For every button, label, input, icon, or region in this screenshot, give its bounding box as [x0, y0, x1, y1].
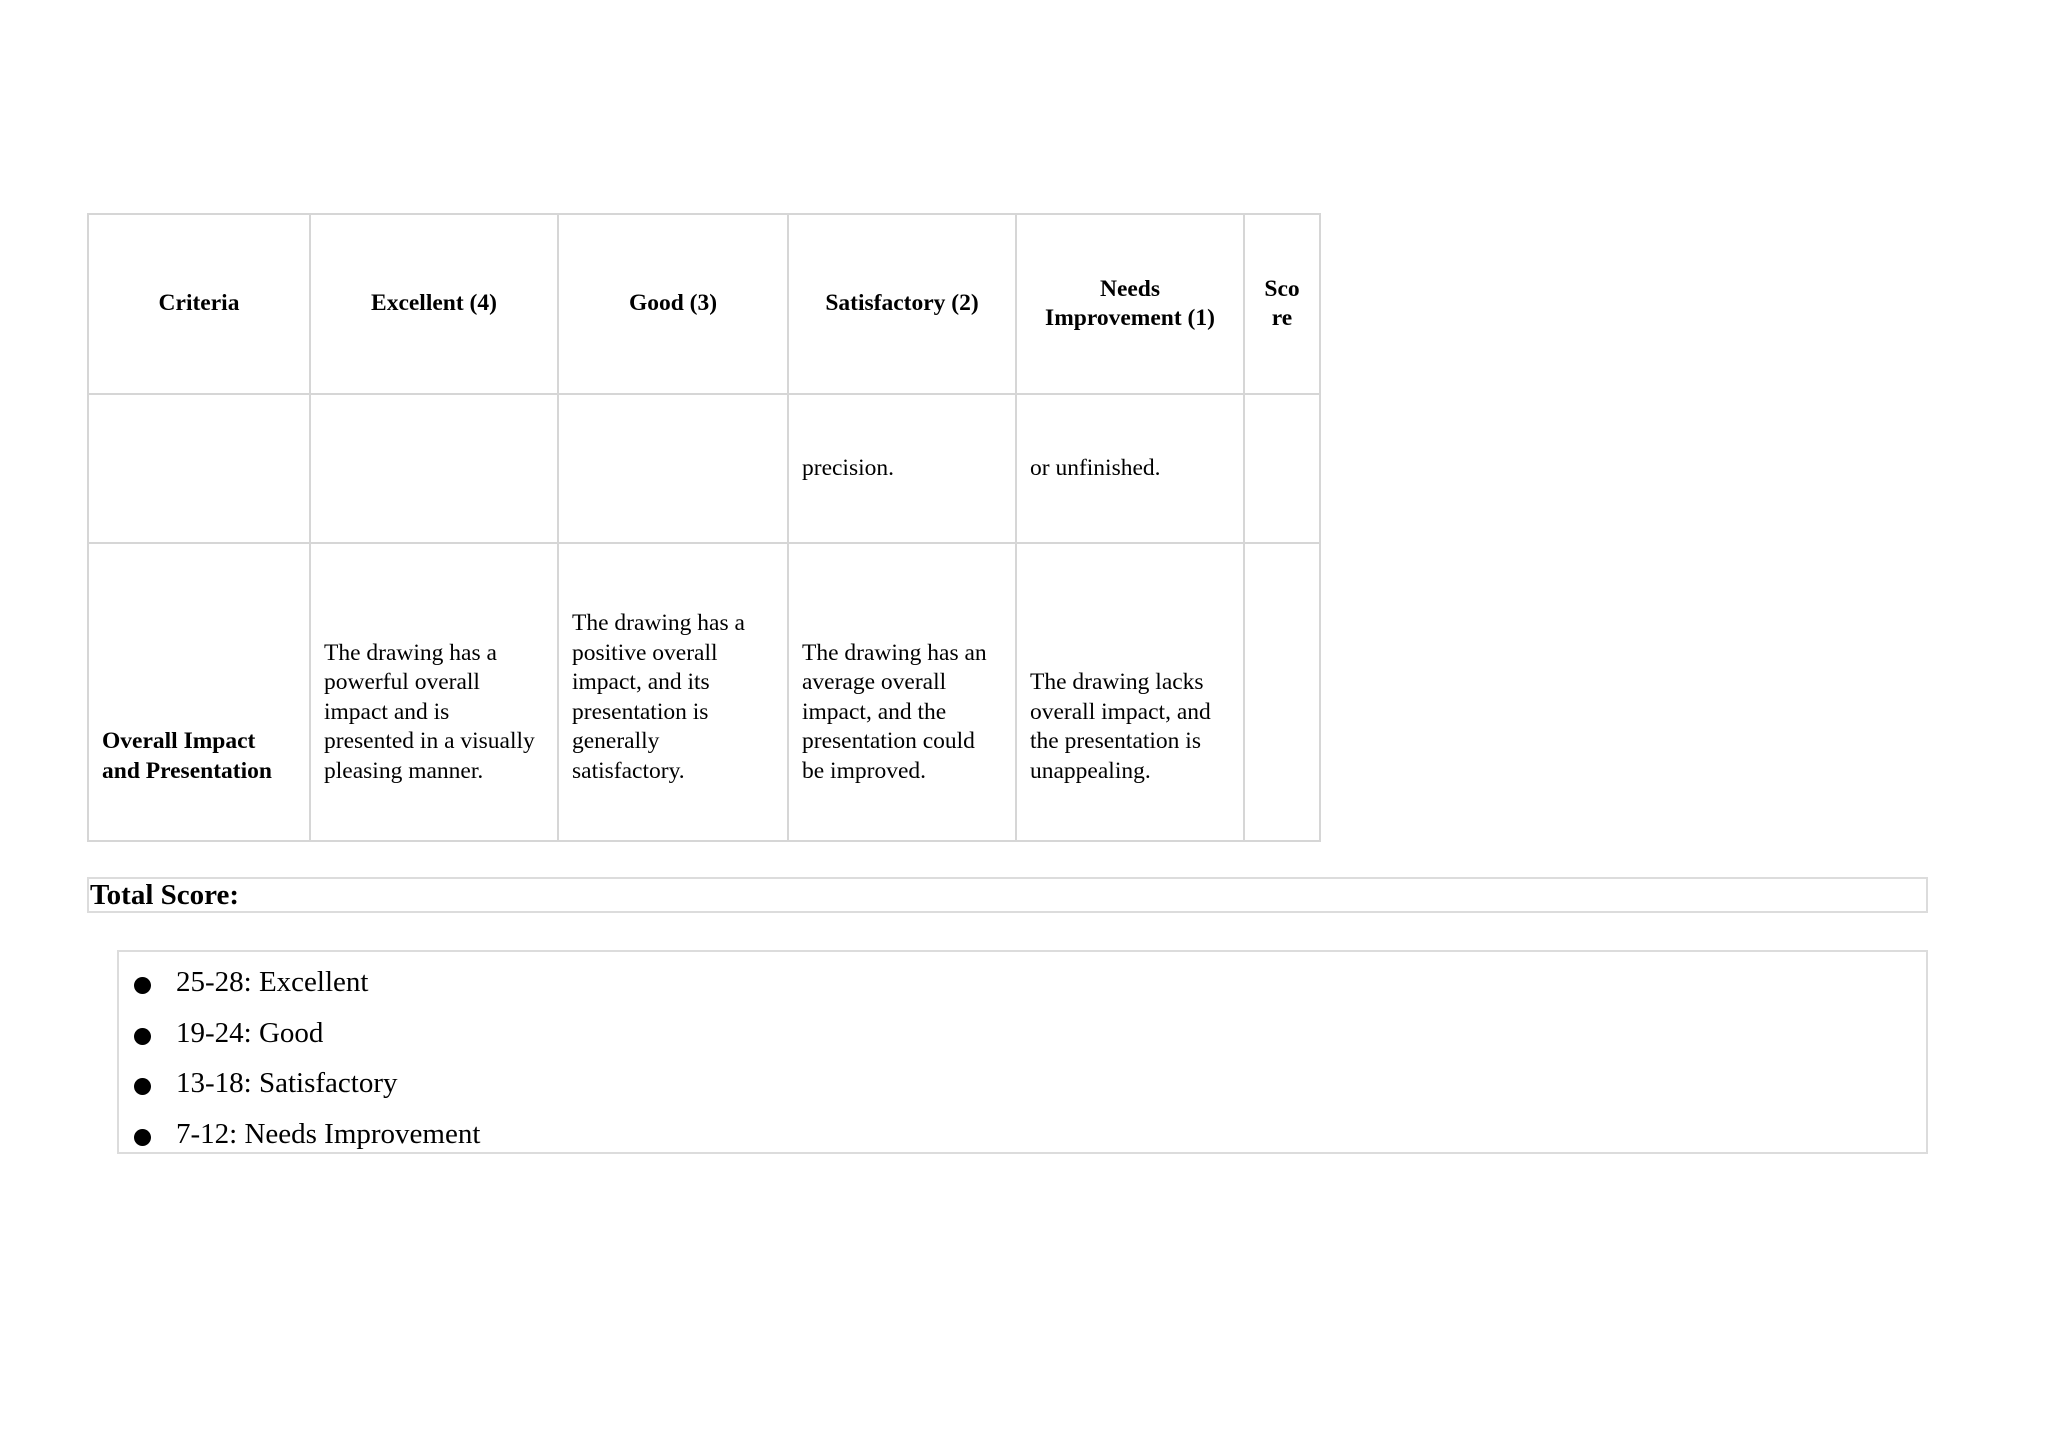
header-satisfactory: Satisfactory (2): [788, 214, 1016, 394]
header-criteria: Criteria: [88, 214, 310, 394]
header-excellent: Excellent (4): [310, 214, 558, 394]
rubric-table: [87, 213, 1321, 842]
scale-text: 25-28: Excellent: [176, 966, 369, 998]
header-score-line-2: re: [1271, 305, 1293, 331]
score-cell: [1244, 543, 1320, 841]
header-good: Good (3): [558, 214, 788, 394]
grading-scale-list: [117, 950, 1928, 1154]
list-item: [119, 962, 1926, 1013]
table-row: [88, 394, 1320, 543]
satisfactory-cell: The drawing has an average overall impact, and the presentation could be improved.: [788, 543, 1016, 841]
needs-improvement-cell: The drawing lacks overall impact, and the presentation is unappealing.: [1016, 543, 1244, 841]
needs-improvement-cell: or unfinished.: [1016, 394, 1244, 543]
header-score-line-1: Sco: [1264, 275, 1300, 302]
bullet-icon: [134, 1129, 151, 1146]
excellent-cell: [310, 394, 558, 543]
total-score-label: Total Score:: [87, 877, 1928, 913]
header-row: [88, 214, 1320, 394]
excellent-cell: The drawing has a powerful overall impact and is presented in a visually pleasing manner.: [310, 543, 558, 841]
header-score: [1244, 214, 1320, 394]
list-item: [119, 1063, 1926, 1114]
score-cell: [1244, 394, 1320, 543]
good-cell: [558, 394, 788, 543]
list-item: [119, 1013, 1926, 1064]
list-item: [119, 1114, 1926, 1165]
criteria-cell: [88, 394, 310, 543]
header-needs-improvement: Needs Improvement (1): [1016, 214, 1244, 394]
criteria-cell: Overall Impact and Presentation: [88, 543, 310, 841]
table-row: [88, 543, 1320, 841]
scale-text: 13-18: Satisfactory: [176, 1067, 398, 1099]
scale-text: 19-24: Good: [176, 1016, 324, 1049]
satisfactory-cell: precision.: [788, 394, 1016, 543]
scale-text: 7-12: Needs Improvement: [176, 1117, 481, 1150]
bullet-icon: [134, 977, 151, 994]
good-cell: The drawing has a positive overall impact, and its presentation is generally satisfactory.: [558, 543, 788, 841]
bullet-icon: [134, 1028, 151, 1045]
bullet-icon: [134, 1078, 151, 1095]
